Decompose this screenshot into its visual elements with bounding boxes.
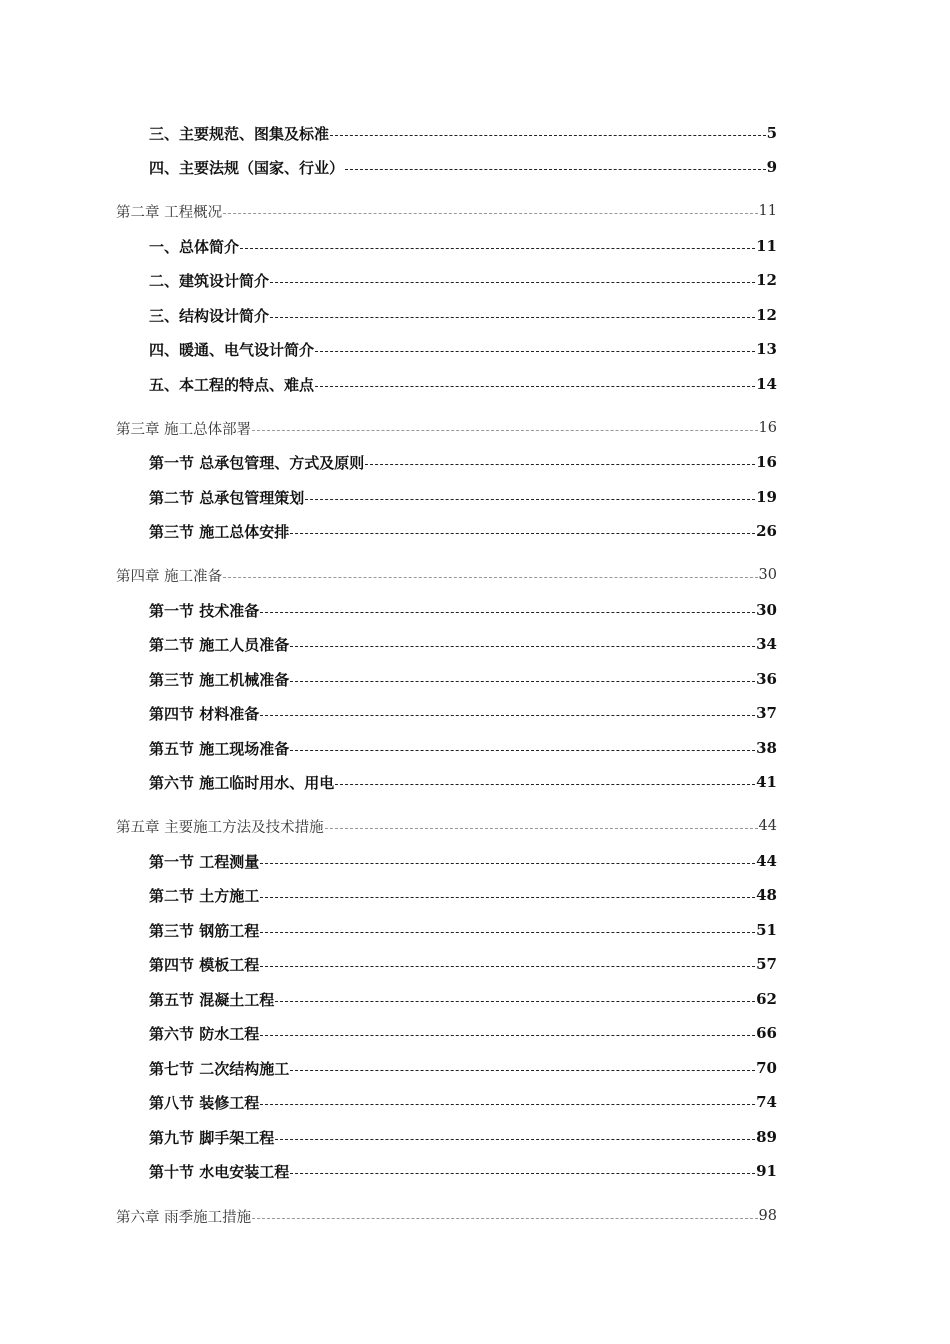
toc-entry[interactable]	[149, 735, 777, 761]
toc-entry-page: 12	[756, 271, 777, 289]
toc-entry[interactable]	[149, 484, 777, 510]
toc-chapter-page: 16	[758, 420, 777, 436]
toc-chapter[interactable]	[116, 813, 777, 839]
toc-entry-title: 第六节 防水工程	[149, 1024, 260, 1043]
dot-leader	[335, 784, 755, 785]
toc-entry[interactable]	[149, 267, 777, 293]
toc-entry-page: 70	[756, 1059, 777, 1077]
toc-chapter-page: 98	[758, 1208, 777, 1224]
toc-chapter-page: 44	[758, 818, 777, 834]
dot-leader	[223, 577, 757, 578]
toc-chapter-title: 第六章 雨季施工措施	[116, 1209, 252, 1226]
toc-entry-page: 91	[756, 1162, 777, 1180]
toc-entry-page: 57	[756, 955, 777, 973]
toc-entry-page: 19	[756, 488, 777, 506]
toc-entry-title: 第一节 工程测量	[149, 852, 260, 871]
dot-leader	[260, 612, 755, 613]
toc-entry-title: 一、总体简介	[149, 237, 240, 256]
toc-entry-title: 四、暖通、电气设计简介	[149, 340, 315, 359]
toc-entry-title: 五、本工程的特点、难点	[149, 375, 315, 394]
toc-entry-title: 第四节 材料准备	[149, 704, 260, 723]
toc-entry-page: 66	[756, 1024, 777, 1042]
toc-chapter-title: 第四章 施工准备	[116, 568, 223, 585]
dot-leader	[325, 828, 758, 829]
toc-entry-page: 12	[756, 306, 777, 324]
toc-entry-title: 第三节 施工总体安排	[149, 522, 290, 541]
toc-entry-page: 36	[756, 670, 777, 688]
toc-entry[interactable]	[149, 666, 777, 692]
toc-entry[interactable]	[149, 882, 777, 908]
toc-entry-page: 9	[766, 158, 777, 176]
dot-leader	[330, 135, 766, 136]
toc-entry-title: 三、主要规范、图集及标准	[149, 124, 330, 143]
dot-leader	[260, 715, 755, 716]
toc-entry[interactable]	[149, 371, 777, 397]
toc-chapter[interactable]	[116, 562, 777, 588]
dot-leader	[345, 169, 766, 170]
toc-entry-title: 第四节 模板工程	[149, 955, 260, 974]
dot-leader	[290, 1070, 755, 1071]
toc-entry[interactable]	[149, 951, 777, 977]
dot-leader	[260, 1035, 755, 1036]
toc-chapter-title: 第二章 工程概况	[116, 204, 223, 221]
toc-entry[interactable]	[149, 120, 777, 146]
toc-entry-title: 第三节 钢筋工程	[149, 921, 260, 940]
dot-leader	[290, 681, 755, 682]
toc-chapter-title: 第五章 主要施工方法及技术措施	[116, 819, 324, 836]
toc-entry-page: 14	[756, 375, 777, 393]
toc-entry-page: 51	[756, 921, 777, 939]
toc-entry-page: 26	[756, 522, 777, 540]
toc-entry-title: 三、结构设计简介	[149, 306, 270, 325]
toc-entry[interactable]	[149, 233, 777, 259]
dot-leader	[365, 464, 755, 465]
toc-entry[interactable]	[149, 848, 777, 874]
toc-entry-page: 11	[756, 237, 777, 255]
dot-leader	[270, 282, 755, 283]
toc-entry-title: 第八节 装修工程	[149, 1093, 260, 1112]
toc-entry[interactable]	[149, 769, 777, 795]
dot-leader	[252, 1218, 757, 1219]
toc-entry[interactable]	[149, 1020, 777, 1046]
toc-entry-title: 四、主要法规（国家、行业）	[149, 158, 345, 177]
dot-leader	[260, 1104, 755, 1105]
dot-leader	[315, 386, 755, 387]
toc-entry[interactable]	[149, 597, 777, 623]
dot-leader	[260, 966, 755, 967]
toc-entry-title: 第六节 施工临时用水、用电	[149, 773, 335, 792]
toc-entry[interactable]	[149, 1089, 777, 1115]
toc-chapter-title: 第三章 施工总体部署	[116, 421, 252, 438]
toc-entry[interactable]	[149, 1055, 777, 1081]
toc-entry-title: 第七节 二次结构施工	[149, 1059, 290, 1078]
dot-leader	[275, 1001, 755, 1002]
toc-entry[interactable]	[149, 917, 777, 943]
toc-entry[interactable]	[149, 1124, 777, 1150]
toc-entry[interactable]	[149, 700, 777, 726]
toc-entry-title: 第三节 施工机械准备	[149, 670, 290, 689]
toc-chapter[interactable]	[116, 1203, 777, 1229]
toc-entry-title: 第九节 脚手架工程	[149, 1128, 275, 1147]
toc-entry[interactable]	[149, 302, 777, 328]
dot-leader	[290, 646, 755, 647]
toc-entry-page: 30	[756, 601, 777, 619]
dot-leader	[290, 1173, 755, 1174]
dot-leader	[223, 213, 757, 214]
toc-entry[interactable]	[149, 336, 777, 362]
dot-leader	[315, 351, 755, 352]
toc-chapter-page: 11	[758, 203, 777, 219]
dot-leader	[290, 750, 755, 751]
toc-chapter[interactable]	[116, 415, 777, 441]
toc-entry-page: 16	[756, 453, 777, 471]
toc-entry-title: 第二节 施工人员准备	[149, 635, 290, 654]
dot-leader	[260, 897, 755, 898]
toc-entry[interactable]	[149, 518, 777, 544]
toc-entry-page: 38	[756, 739, 777, 757]
dot-leader	[252, 430, 757, 431]
toc-entry-title: 第一节 技术准备	[149, 601, 260, 620]
toc-entry-page: 74	[756, 1093, 777, 1111]
toc-entry-title: 二、建筑设计简介	[149, 271, 270, 290]
toc-chapter[interactable]	[116, 198, 777, 224]
toc-entry-page: 41	[756, 773, 777, 791]
toc-entry-title: 第五节 施工现场准备	[149, 739, 290, 758]
toc-entry[interactable]	[149, 154, 777, 180]
toc-entry-page: 89	[756, 1128, 777, 1146]
toc-chapter-page: 30	[758, 567, 777, 583]
toc-entry[interactable]	[149, 631, 777, 657]
toc-entry-title: 第二节 总承包管理策划	[149, 488, 305, 507]
toc-entry[interactable]	[149, 449, 777, 475]
toc-entry-page: 44	[756, 852, 777, 870]
dot-leader	[260, 863, 755, 864]
dot-leader	[305, 499, 755, 500]
toc-entry-title: 第一节 总承包管理、方式及原则	[149, 453, 365, 472]
toc-entry-title: 第五节 混凝土工程	[149, 990, 275, 1009]
dot-leader	[275, 1139, 755, 1140]
toc-entry-page: 34	[756, 635, 777, 653]
dot-leader	[270, 317, 755, 318]
toc-entry-page: 48	[756, 886, 777, 904]
dot-leader	[260, 932, 755, 933]
toc-entry-title: 第十节 水电安装工程	[149, 1162, 290, 1181]
toc-entry[interactable]	[149, 1158, 777, 1184]
toc-entry[interactable]	[149, 986, 777, 1012]
dot-leader	[290, 533, 755, 534]
dot-leader	[240, 248, 755, 249]
toc-entry-page: 62	[756, 990, 777, 1008]
toc-entry-page: 5	[766, 124, 777, 142]
toc-entry-title: 第二节 土方施工	[149, 886, 260, 905]
toc-entry-page: 13	[756, 340, 777, 358]
toc-entry-page: 37	[756, 704, 777, 722]
